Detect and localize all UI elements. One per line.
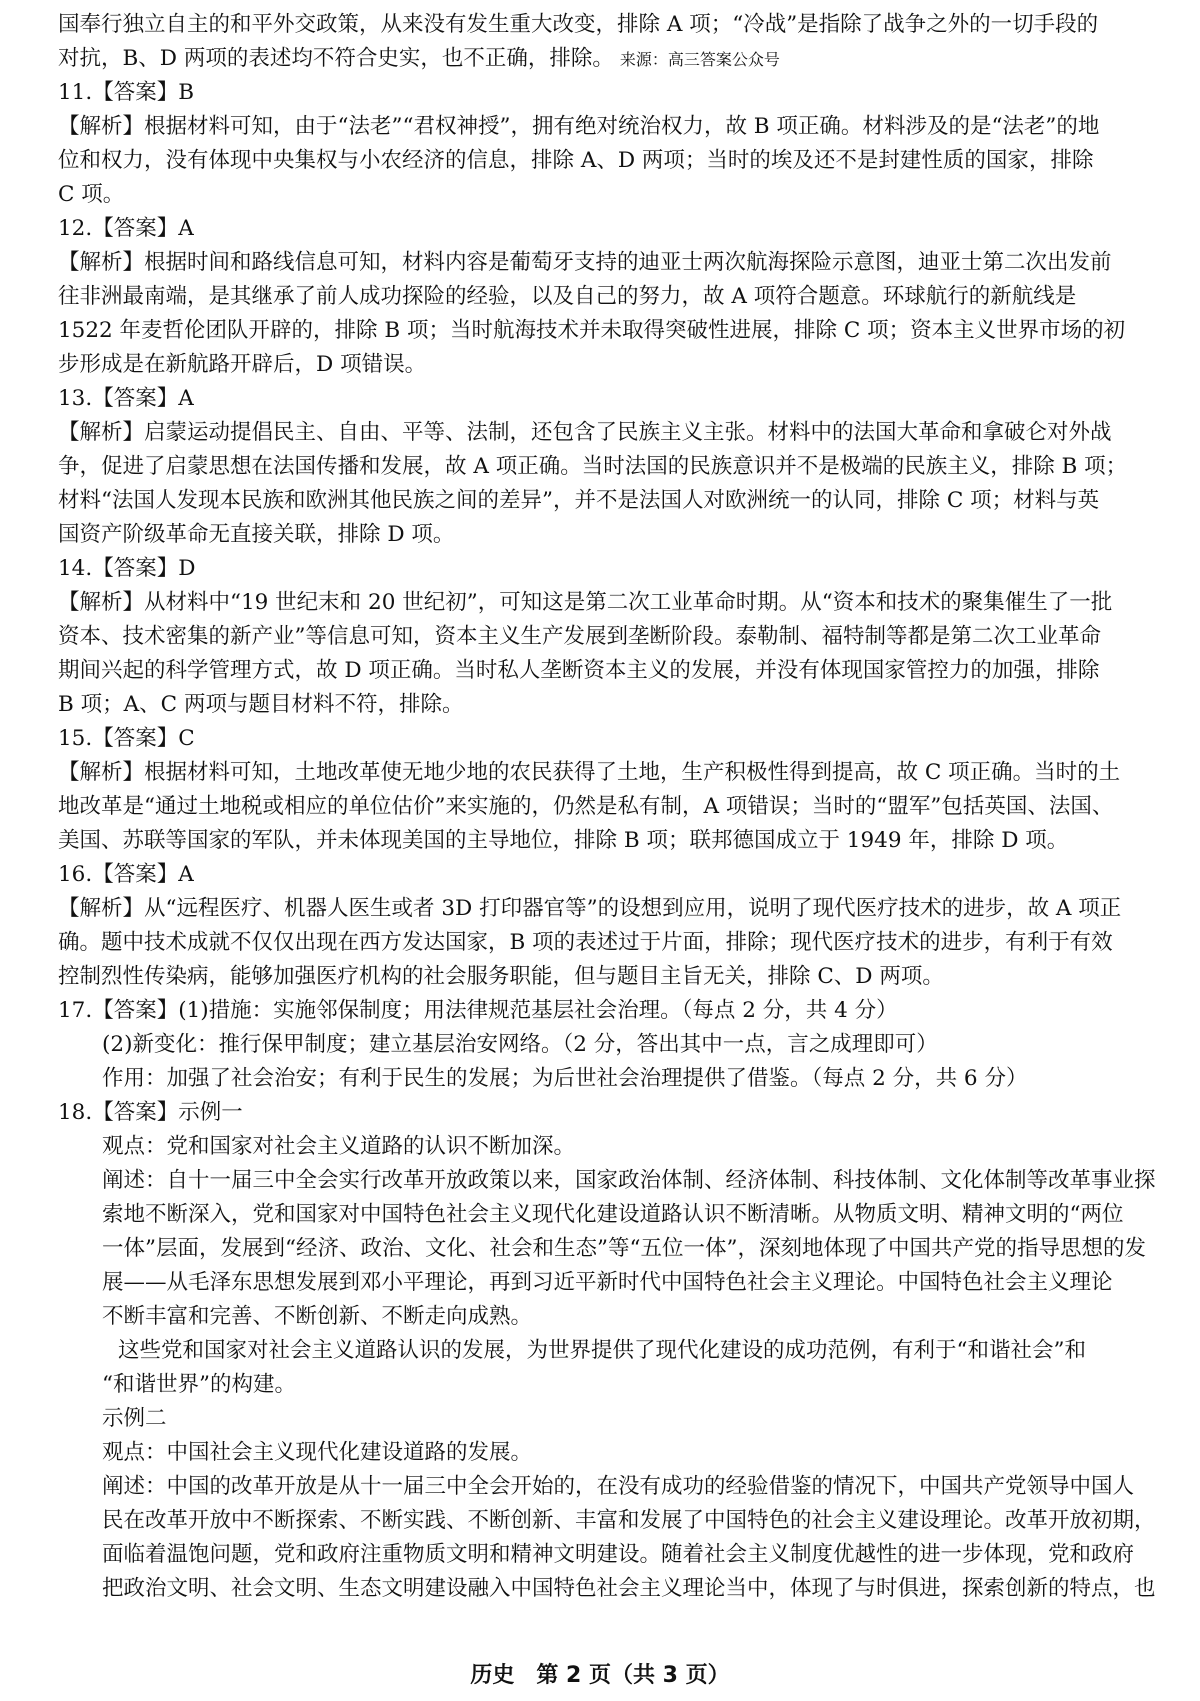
text-line bbox=[58, 1198, 1168, 1232]
text-line-content: 16.【答案】A bbox=[58, 862, 194, 887]
text-line bbox=[58, 926, 1168, 960]
source-note: 来源：高三答案公众号 bbox=[619, 50, 780, 69]
text-line-content: 【解析】启蒙运动提倡民主、自由、平等、法制，还包含了民族主义主张。材料中的法国大革命和拿破仑对外战 bbox=[58, 420, 1112, 445]
text-line-content: 17.【答案】(1)措施：实施邻保制度；用法律规范基层社会治理。（每点 2 分，共 4 分） bbox=[58, 998, 898, 1023]
text-line-content: 观点：中国社会主义现代化建设道路的发展。 bbox=[102, 1440, 533, 1465]
text-line bbox=[58, 382, 1168, 416]
text-line bbox=[58, 1028, 1168, 1062]
text-line-content: 把政治文明、社会文明、生态文明建设融入中国特色社会主义理论当中，体现了与时俱进，探索创新的特点，也 bbox=[102, 1576, 1156, 1601]
text-line bbox=[58, 1504, 1168, 1538]
text-line-content: 11.【答案】B bbox=[58, 80, 194, 105]
text-line bbox=[58, 1096, 1168, 1130]
text-line-content: (2)新变化：推行保甲制度；建立基层治安网络。（2 分，答出其中一点，言之成理即可） bbox=[102, 1032, 938, 1057]
text-line bbox=[58, 212, 1168, 246]
text-line bbox=[58, 790, 1168, 824]
text-line-content: 【解析】从材料中“19 世纪末和 20 世纪初”，可知这是第二次工业革命时期。从“资本和技术的聚集催生了一批 bbox=[58, 590, 1113, 615]
text-line bbox=[58, 246, 1168, 280]
text-line bbox=[58, 42, 1168, 76]
text-line-content: 争，促进了启蒙思想在法国传播和发展，故 A 项正确。当时法国的民族意识并不是极端的民族主义，排除 B 项； bbox=[58, 454, 1128, 479]
text-line bbox=[58, 1572, 1168, 1606]
text-line bbox=[58, 1164, 1168, 1198]
text-line bbox=[58, 416, 1168, 450]
text-line-content: 13.【答案】A bbox=[58, 386, 194, 411]
text-line-content: 往非洲最南端，是其继承了前人成功探险的经验，以及自己的努力，故 A 项符合题意。环球航行的新航线是 bbox=[58, 284, 1077, 309]
text-line-content: 作用：加强了社会治安；有利于民生的发展；为后世社会治理提供了借鉴。（每点 2 分，共 6 分） bbox=[102, 1066, 1028, 1091]
text-line-content: 国奉行独立自主的和平外交政策，从来没有发生重大改变，排除 A 项；“冷战”是指除了战争之外的一切手段的 bbox=[58, 12, 1099, 37]
text-line bbox=[58, 1130, 1168, 1164]
text-line bbox=[58, 484, 1168, 518]
text-line-content: “和谐世界”的构建。 bbox=[102, 1372, 296, 1397]
text-line-content: 期间兴起的科学管理方式，故 D 项正确。当时私人垄断资本主义的发展，并没有体现国家管控力的加强，排除 bbox=[58, 658, 1100, 683]
text-line-content: 展——从毛泽东思想发展到邓小平理论，再到习近平新时代中国特色社会主义理论。中国特色社会主义理论 bbox=[102, 1270, 1113, 1295]
text-line bbox=[58, 518, 1168, 552]
text-line bbox=[58, 960, 1168, 994]
text-line bbox=[58, 824, 1168, 858]
text-line bbox=[58, 1062, 1168, 1096]
text-line-content: 15.【答案】C bbox=[58, 726, 195, 751]
text-line bbox=[58, 688, 1168, 722]
text-line-content: 12.【答案】A bbox=[58, 216, 194, 241]
text-line bbox=[58, 1436, 1168, 1470]
text-line-content: 不断丰富和完善、不断创新、不断走向成熟。 bbox=[102, 1304, 533, 1329]
text-line bbox=[58, 858, 1168, 892]
text-line-content: 1522 年麦哲伦团队开辟的，排除 B 项；当时航海技术并未取得突破性进展，排除 C 项；资本主义世界市场的初 bbox=[58, 318, 1126, 343]
text-line bbox=[58, 1300, 1168, 1334]
text-line-content: C 项。 bbox=[58, 182, 125, 207]
text-line-content: 观点：党和国家对社会主义道路的认识不断加深。 bbox=[102, 1134, 576, 1159]
text-line bbox=[58, 1232, 1168, 1266]
document-body bbox=[58, 8, 1168, 1606]
text-line-content: 资本、技术密集的新产业”等信息可知，资本主义生产发展到垄断阶段。泰勒制、福特制等都是第二次工业革命 bbox=[58, 624, 1101, 649]
text-line bbox=[58, 450, 1168, 484]
text-line-content: 位和权力，没有体现中央集权与小农经济的信息，排除 A、D 两项；当时的埃及还不是封建性质的国家，排除 bbox=[58, 148, 1094, 173]
text-line-content: 【解析】根据材料可知，土地改革使无地少地的农民获得了土地，生产积极性得到提高，故 C 项正确。当时的土 bbox=[58, 760, 1121, 785]
text-line bbox=[58, 144, 1168, 178]
text-line bbox=[58, 314, 1168, 348]
text-line-content: 面临着温饱问题，党和政府注重物质文明和精神文明建设。随着社会主义制度优越性的进一步体现，党和政府 bbox=[102, 1542, 1135, 1567]
text-line bbox=[58, 722, 1168, 756]
text-line-content: 这些党和国家对社会主义道路认识的发展，为世界提供了现代化建设的成功范例，有利于“和谐社会”和 bbox=[118, 1338, 1086, 1363]
text-line-content: 材料“法国人发现本民族和欧洲其他民族之间的差异”，并不是法国人对欧洲统一的认同，排除 C 项；材料与英 bbox=[58, 488, 1100, 513]
text-line bbox=[58, 994, 1168, 1028]
text-line bbox=[58, 348, 1168, 382]
text-line-content: 示例二 bbox=[102, 1406, 167, 1431]
text-line-content: 控制烈性传染病，能够加强医疗机构的社会服务职能，但与题目主旨无关，排除 C、D 两项。 bbox=[58, 964, 944, 989]
text-line-content: 一体”层面，发展到“经济、政治、文化、社会和生态”等“五位一体”，深刻地体现了中国共产党的指导思想的发 bbox=[102, 1236, 1146, 1261]
text-line bbox=[58, 586, 1168, 620]
text-line bbox=[58, 552, 1168, 586]
text-line-content: 【解析】从“远程医疗、机器人医生或者 3D 打印器官等”的设想到应用，说明了现代医疗技术的进步，故 A 项正 bbox=[58, 896, 1122, 921]
text-line bbox=[58, 1470, 1168, 1504]
text-line-content: 阐述：自十一届三中全会实行改革开放政策以来，国家政治体制、经济体制、科技体制、文化体制等改革事业探 bbox=[102, 1168, 1156, 1193]
text-line-content: 国资产阶级革命无直接关联，排除 D 项。 bbox=[58, 522, 455, 547]
text-line-content: 【解析】根据材料可知，由于“法老”“君权神授”，拥有绝对统治权力，故 B 项正确。材料涉及的是“法老”的地 bbox=[58, 114, 1100, 139]
text-line-content: 阐述：中国的改革开放是从十一届三中全会开始的，在没有成功的经验借鉴的情况下，中国共产党领导中国人 bbox=[102, 1474, 1135, 1499]
text-line bbox=[58, 892, 1168, 926]
text-line bbox=[58, 1368, 1168, 1402]
text-line-content: 步形成是在新航路开辟后，D 项错误。 bbox=[58, 352, 427, 377]
text-line bbox=[58, 280, 1168, 314]
text-line-content: 【解析】根据时间和路线信息可知，材料内容是葡萄牙支持的迪亚士两次航海探险示意图，迪亚士第二次出发前 bbox=[58, 250, 1112, 275]
text-line bbox=[58, 1402, 1168, 1436]
text-line-content: 14.【答案】D bbox=[58, 556, 196, 581]
text-line bbox=[58, 1266, 1168, 1300]
text-line bbox=[58, 620, 1168, 654]
text-line bbox=[58, 1334, 1168, 1368]
text-line-content: 民在改革开放中不断探索、不断实践、不断创新、丰富和发展了中国特色的社会主义建设理论。改革开放初期， bbox=[102, 1508, 1156, 1533]
text-line-content: 美国、苏联等国家的军队，并未体现美国的主导地位，排除 B 项；联邦德国成立于 1949 年，排除 D 项。 bbox=[58, 828, 1069, 853]
text-line bbox=[58, 654, 1168, 688]
text-line-content: B 项；A、C 两项与题目材料不符，排除。 bbox=[58, 692, 464, 717]
text-line bbox=[58, 1538, 1168, 1572]
text-line-content: 地改革是“通过土地税或相应的单位估价”来实施的，仍然是私有制，A 项错误；当时的“盟军”包括英国、法国、 bbox=[58, 794, 1114, 819]
text-line bbox=[58, 178, 1168, 212]
text-line bbox=[58, 110, 1168, 144]
text-line bbox=[58, 76, 1168, 110]
text-line-content: 对抗，B、D 两项的表述均不符合史实，也不正确，排除。 bbox=[58, 46, 614, 71]
page-footer: 历史 第 2 页（共 3 页） bbox=[470, 1663, 730, 1688]
text-line-content: 18.【答案】示例一 bbox=[58, 1100, 243, 1125]
text-line bbox=[58, 8, 1168, 42]
text-line-content: 索地不断深入，党和国家对中国特色社会主义现代化建设道路认识不断清晰。从物质文明、精神文明的“两位 bbox=[102, 1202, 1124, 1227]
text-line bbox=[58, 756, 1168, 790]
text-line-content: 确。题中技术成就不仅仅出现在西方发达国家，B 项的表述过于片面，排除；现代医疗技术的进步，有利于有效 bbox=[58, 930, 1113, 955]
